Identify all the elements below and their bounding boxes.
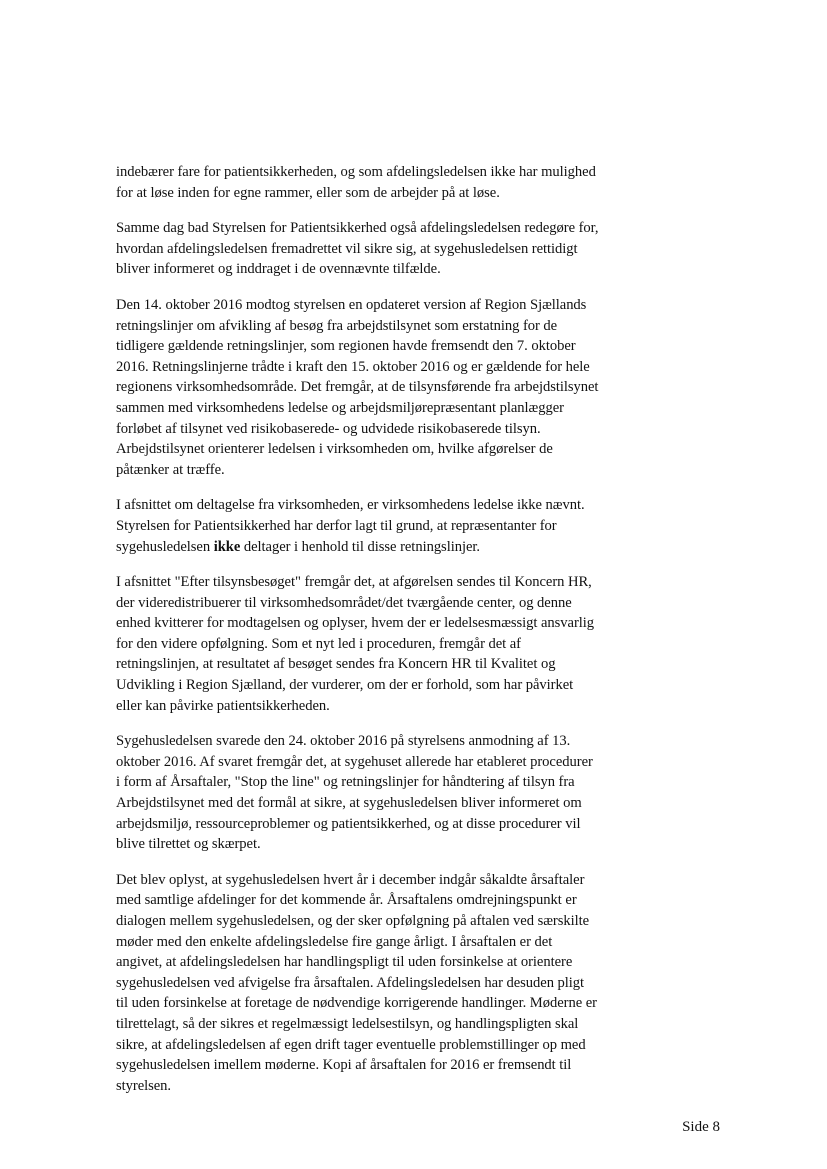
paragraph-3 [116, 295, 616, 480]
text-line: forløbet af tilsynet ved risikobaserede- og udvidede risikobaserede tilsyn. [116, 420, 541, 437]
text-line: I afsnittet "Efter tilsynsbesøget" fremgår det, at afgørelsen sendes til Koncern HR, [116, 574, 592, 591]
text-line: angivet, at afdelingsledelsen har handlingspligt til uden forsinkelse at orientere [116, 954, 573, 971]
text-line: for den videre opfølgning. Som et nyt led i proceduren, fremgår det af [116, 635, 521, 652]
text-line: retningslinjer om afvikling af besøg fra arbejdstilsynet som erstatning for de [116, 317, 558, 334]
text-line: Arbejdstilsynet orienterer ledelsen i virksomheden om, hvilke afgørelser de [116, 441, 553, 458]
text-line: Den 14. oktober 2016 modtog styrelsen en opdateret version af Region Sjællands [116, 296, 587, 313]
text-line: i form af Årsaftaler, "Stop the line" og retningslinjer for håndtering af tilsyn fra [116, 774, 575, 791]
text-line: sammen med virksomhedens ledelse og arbejdsmiljørepræsentant planlægger [116, 399, 564, 416]
text-line: Udvikling i Region Sjælland, der vurderer, om der er forhold, som har påvirket [116, 677, 574, 694]
paragraph-7 [116, 870, 616, 1097]
text-line: tilrettelagt, så der sikres et regelmæssigt ledelsestilsyn, og handlingspligten skal [116, 1015, 579, 1032]
text-line: bliver informeret og inddraget i de ovennævnte tilfælde. [116, 261, 441, 278]
text-line: regionens virksomhedsområde. Det fremgår, at de tilsynsførende fra arbejdstilsynet [116, 379, 599, 396]
paragraph-6 [116, 731, 616, 855]
text-line: eller kan påvirke patientsikkerheden. [116, 697, 330, 714]
text-line: Det blev oplyst, at sygehusledelsen hvert år i december indgår såkaldte årsaftaler [116, 871, 585, 888]
text-line: arbejdsmiljø, ressourceproblemer og patientsikkerhed, og at disse procedurer vil [116, 815, 581, 832]
text-line: Sygehusledelsen svarede den 24. oktober 2016 på styrelsens anmodning af 13. [116, 733, 571, 750]
emphasis-ikke: ikke [213, 538, 241, 555]
text-line: tidligere gældende retningslinjer, som regionen havde fremsendt den 7. oktober [116, 338, 576, 355]
text-line: med samtlige afdelinger for det kommende år. Årsaftalens omdrejningspunkt er [116, 892, 577, 909]
text-line: styrelsen. [116, 1077, 172, 1094]
text-line-prefix: sygehusledelsen [116, 538, 214, 555]
document-body [116, 162, 616, 1111]
paragraph-4 [116, 495, 616, 557]
text-line: enhed kvitterer for modtagelsen og oplyser, hvem der er ledelsesmæssigt ansvarlig [116, 615, 595, 632]
page-number: Side 8 [682, 1119, 720, 1135]
text-line: møder med den enkelte afdelingsledelse fire gange årligt. I årsaftalen er det [116, 933, 553, 950]
text-line: der videredistribuerer til virksomhedsområdet/det tværgående center, og denne [116, 594, 572, 611]
text-line: retningslinjen, at resultatet af besøget sendes fra Koncern HR til Kvalitet og [116, 656, 556, 673]
text-line-suffix: deltager i henhold til disse retningslinjer. [240, 538, 480, 555]
paragraph-2 [116, 218, 616, 280]
text-line: sygehusledelsen ved afvigelse fra årsaftalen. Afdelingsledelsen har desuden pligt [116, 974, 585, 991]
text-line: påtænker at træffe. [116, 461, 225, 478]
text-line: I afsnittet om deltagelse fra virksomheden, er virksomhedens ledelse ikke nævnt. [116, 497, 585, 514]
text-line: indebærer fare for patientsikkerheden, og som afdelingsledelsen ikke har mulighed [116, 164, 596, 180]
text-line: til uden forsinkelse at foretage de nødvendige korrigerende handlinger. Møderne er [116, 995, 597, 1012]
paragraph-1 [116, 162, 616, 203]
text-line: sikre, at afdelingsledelsen af egen drift tager eventuelle problemstillinger op med [116, 1036, 586, 1053]
text-line: Styrelsen for Patientsikkerhed har derfor lagt til grund, at repræsentanter for [116, 517, 557, 534]
text-line: oktober 2016. Af svaret fremgår det, at sygehuset allerede har etableret procedurer [116, 753, 593, 770]
paragraph-5 [116, 572, 616, 716]
text-line: 2016. Retningslinjerne trådte i kraft den 15. oktober 2016 og er gældende for hele [116, 358, 590, 375]
text-line: dialogen mellem sygehusledelsen, og der sker opfølgning på aftalen ved særskilte [116, 913, 590, 929]
text-line: sygehusledelsen imellem møderne. Kopi af årsaftalen for 2016 er fremsendt til [116, 1057, 572, 1074]
text-line: Samme dag bad Styrelsen for Patientsikkerhed også afdelingsledelsen redegøre for, [116, 220, 599, 237]
text-line: Arbejdstilsynet med det formål at sikre, at sygehusledelsen bliver informeret om [116, 795, 582, 812]
text-line: hvordan afdelingsledelsen fremadrettet vil sikre sig, at sygehusledelsen rettidigt [116, 240, 578, 257]
text-line: for at løse inden for egne rammer, eller som de arbejder på at løse. [116, 184, 500, 201]
text-line: blive tilrettet og skærpet. [116, 836, 261, 853]
